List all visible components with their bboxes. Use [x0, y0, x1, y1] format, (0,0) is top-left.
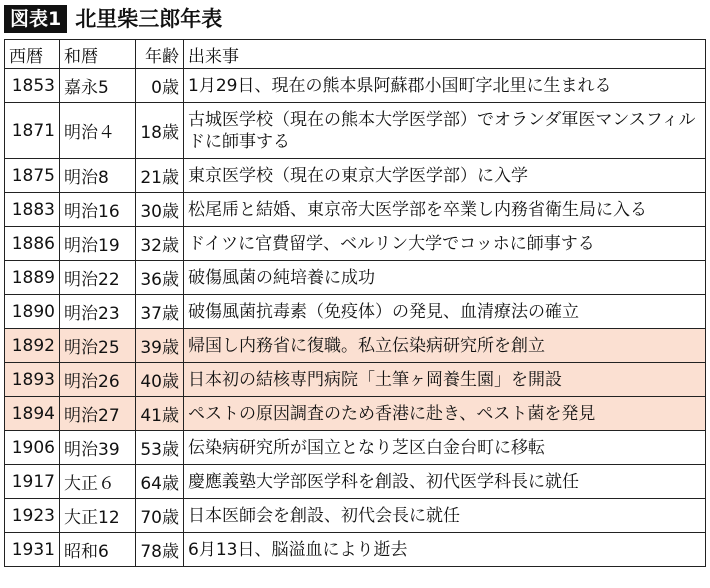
cell-era: 明治23 [60, 295, 136, 329]
cell-era: 昭和6 [60, 533, 136, 567]
cell-event: 東京医学校（現在の東京大学医学部）に入学 [184, 159, 706, 193]
cell-event: 慶應義塾大学部医学科を創設、初代医学科長に就任 [184, 465, 706, 499]
cell-era: 明治26 [60, 363, 136, 397]
cell-year: 1906 [5, 431, 60, 465]
cell-event: 日本初の結核専門病院「土筆ヶ岡養生園」を開設 [184, 363, 706, 397]
cell-year: 1875 [5, 159, 60, 193]
cell-year: 1890 [5, 295, 60, 329]
cell-event: 伝染病研究所が国立となり芝区白金台町に移転 [184, 431, 706, 465]
cell-age: 30歳 [136, 193, 184, 227]
table-row [5, 499, 706, 533]
cell-year: 1883 [5, 193, 60, 227]
cell-event: 破傷風菌の純培養に成功 [184, 261, 706, 295]
page-title: 北里柴三郎年表 [75, 7, 223, 31]
cell-year: 1871 [5, 103, 60, 159]
cell-event: 古城医学校（現在の熊本大学医学部）でオランダ軍医マンスフィルドに師事する [184, 103, 706, 159]
table-row [5, 533, 706, 567]
table-row [5, 227, 706, 261]
table-row [5, 69, 706, 103]
cell-age: 53歳 [136, 431, 184, 465]
cell-year: 1853 [5, 69, 60, 103]
table-row [5, 295, 706, 329]
header-row [5, 40, 706, 69]
timeline-table [4, 39, 706, 567]
cell-event: 日本医師会を創設、初代会長に就任 [184, 499, 706, 533]
cell-era: 明治19 [60, 227, 136, 261]
cell-age: 78歳 [136, 533, 184, 567]
cell-era: 大正６ [60, 465, 136, 499]
cell-era: 明治39 [60, 431, 136, 465]
cell-era: 明治22 [60, 261, 136, 295]
table-row [5, 431, 706, 465]
cell-era: 明治27 [60, 397, 136, 431]
cell-year: 1886 [5, 227, 60, 261]
cell-age: 41歳 [136, 397, 184, 431]
header-era: 和暦 [60, 40, 136, 69]
cell-age: 40歳 [136, 363, 184, 397]
cell-era: 明治25 [60, 329, 136, 363]
cell-year: 1917 [5, 465, 60, 499]
cell-era: 嘉永5 [60, 69, 136, 103]
cell-age: 64歳 [136, 465, 184, 499]
table-row [5, 159, 706, 193]
cell-year: 1931 [5, 533, 60, 567]
cell-year: 1923 [5, 499, 60, 533]
table-row [5, 329, 706, 363]
cell-event: 6月13日、脳溢血により逝去 [184, 533, 706, 567]
cell-age: 0歳 [136, 69, 184, 103]
cell-event: 1月29日、現在の熊本県阿蘇郡小国町字北里に生まれる [184, 69, 706, 103]
table-row [5, 397, 706, 431]
table-row [5, 465, 706, 499]
cell-era: 明治8 [60, 159, 136, 193]
cell-era: 明治４ [60, 103, 136, 159]
table-row [5, 261, 706, 295]
header-age: 年齢 [136, 40, 184, 69]
figure-title [4, 4, 222, 34]
cell-year: 1892 [5, 329, 60, 363]
cell-year: 1889 [5, 261, 60, 295]
cell-event: ドイツに官費留学、ベルリン大学でコッホに師事する [184, 227, 706, 261]
table-row [5, 103, 706, 159]
figure-badge: 図表1 [4, 5, 67, 33]
cell-era: 明治16 [60, 193, 136, 227]
cell-event: 帰国し内務省に復職。私立伝染病研究所を創立 [184, 329, 706, 363]
cell-event: 破傷風菌抗毒素（免疫体）の発見、血清療法の確立 [184, 295, 706, 329]
cell-event: ペストの原因調査のため香港に赴き、ペスト菌を発見 [184, 397, 706, 431]
table-row [5, 193, 706, 227]
table-row [5, 363, 706, 397]
cell-era: 大正12 [60, 499, 136, 533]
cell-age: 39歳 [136, 329, 184, 363]
cell-year: 1894 [5, 397, 60, 431]
cell-age: 21歳 [136, 159, 184, 193]
header-year: 西暦 [5, 40, 60, 69]
cell-event: 松尾乕と結婚、東京帝大医学部を卒業し内務省衛生局に入る [184, 193, 706, 227]
cell-age: 18歳 [136, 103, 184, 159]
cell-age: 36歳 [136, 261, 184, 295]
cell-age: 70歳 [136, 499, 184, 533]
cell-year: 1893 [5, 363, 60, 397]
header-event: 出来事 [184, 40, 706, 69]
cell-age: 37歳 [136, 295, 184, 329]
cell-age: 32歳 [136, 227, 184, 261]
